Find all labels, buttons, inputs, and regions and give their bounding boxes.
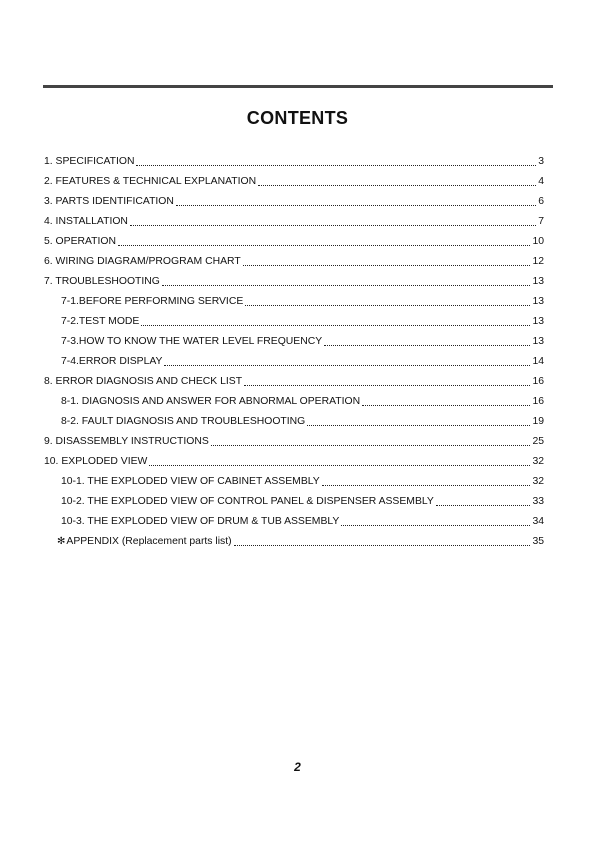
dot-leader bbox=[162, 274, 531, 286]
toc-entry[interactable] bbox=[44, 372, 544, 392]
dot-leader bbox=[341, 514, 530, 526]
toc-entry[interactable] bbox=[44, 432, 544, 452]
toc-entry[interactable] bbox=[44, 312, 544, 332]
toc-entry-label: 9. DISASSEMBLY INSTRUCTIONS bbox=[44, 435, 209, 447]
table-of-contents bbox=[44, 152, 544, 552]
toc-entry-label: 3. PARTS IDENTIFICATION bbox=[44, 195, 174, 207]
toc-entry-page: 33 bbox=[532, 495, 544, 507]
toc-entry-page: 13 bbox=[532, 275, 544, 287]
dot-leader bbox=[245, 294, 530, 306]
toc-entry-label: 6. WIRING DIAGRAM/PROGRAM CHART bbox=[44, 255, 241, 267]
toc-entry-page: 19 bbox=[532, 415, 544, 427]
toc-entry-label: 5. OPERATION bbox=[44, 235, 116, 247]
toc-entry-label: 7-1.BEFORE PERFORMING SERVICE bbox=[61, 295, 244, 307]
dot-leader bbox=[211, 434, 531, 446]
asterisk-icon: ✻ bbox=[57, 536, 66, 547]
toc-entry-label: APPENDIX (Replacement parts list) bbox=[66, 535, 232, 547]
dot-leader bbox=[436, 494, 531, 506]
toc-entry[interactable] bbox=[44, 212, 544, 232]
toc-entry[interactable] bbox=[44, 452, 544, 472]
toc-entry[interactable] bbox=[44, 532, 544, 552]
toc-entry-page: 12 bbox=[532, 255, 544, 267]
toc-entry-label: 4. INSTALLATION bbox=[44, 215, 128, 227]
toc-entry[interactable] bbox=[44, 492, 544, 512]
toc-entry-page: 35 bbox=[532, 535, 544, 547]
toc-entry-label: 10-2. THE EXPLODED VIEW OF CONTROL PANEL & DISPENSER ASSEMBLY bbox=[61, 495, 434, 507]
toc-entry-label: 8. ERROR DIAGNOSIS AND CHECK LIST bbox=[44, 375, 243, 387]
toc-entry-page: 13 bbox=[532, 335, 544, 347]
toc-entry-page: 7 bbox=[538, 215, 544, 227]
toc-entry-page: 6 bbox=[538, 195, 544, 207]
dot-leader bbox=[362, 394, 530, 406]
toc-entry-label: 7. TROUBLESHOOTING bbox=[44, 275, 160, 287]
toc-entry-page: 34 bbox=[532, 515, 544, 527]
dot-leader bbox=[118, 234, 530, 246]
dot-leader bbox=[136, 154, 536, 166]
toc-entry-label: 1. SPECIFICATION bbox=[44, 155, 135, 167]
dot-leader bbox=[258, 174, 536, 186]
toc-entry[interactable] bbox=[44, 472, 544, 492]
dot-leader bbox=[176, 194, 536, 206]
toc-entry-label: 8-1. DIAGNOSIS AND ANSWER FOR ABNORMAL OPERATION bbox=[61, 395, 361, 407]
header-rule bbox=[43, 85, 553, 88]
toc-entry-label: 7-3.HOW TO KNOW THE WATER LEVEL FREQUENCY bbox=[61, 335, 323, 347]
toc-entry-page: 14 bbox=[532, 355, 544, 367]
toc-entry-label: 10-3. THE EXPLODED VIEW OF DRUM & TUB ASSEMBLY bbox=[61, 515, 340, 527]
toc-entry[interactable] bbox=[44, 172, 544, 192]
toc-entry-page: 16 bbox=[532, 375, 544, 387]
dot-leader bbox=[307, 414, 530, 426]
toc-entry-page: 32 bbox=[532, 475, 544, 487]
toc-entry-page: 13 bbox=[532, 295, 544, 307]
toc-entry-label: 10-1. THE EXPLODED VIEW OF CABINET ASSEMBLY bbox=[61, 475, 320, 487]
dot-leader bbox=[130, 214, 536, 226]
toc-entry[interactable] bbox=[44, 392, 544, 412]
dot-leader bbox=[324, 334, 530, 346]
dot-leader bbox=[243, 254, 531, 266]
toc-entry-page: 4 bbox=[538, 175, 544, 187]
toc-entry-page: 32 bbox=[532, 455, 544, 467]
toc-entry-label: 8-2. FAULT DIAGNOSIS AND TROUBLESHOOTING bbox=[61, 415, 306, 427]
toc-entry[interactable] bbox=[44, 512, 544, 532]
toc-entry-page: 25 bbox=[532, 435, 544, 447]
toc-entry-page: 3 bbox=[538, 155, 544, 167]
toc-entry[interactable] bbox=[44, 192, 544, 212]
toc-entry-label: 10. EXPLODED VIEW bbox=[44, 455, 148, 467]
toc-entry[interactable] bbox=[44, 412, 544, 432]
dot-leader bbox=[141, 314, 530, 326]
toc-entry[interactable] bbox=[44, 232, 544, 252]
toc-entry[interactable] bbox=[44, 292, 544, 312]
toc-entry-label: 7-4.ERROR DISPLAY bbox=[61, 355, 163, 367]
toc-entry-page: 16 bbox=[532, 395, 544, 407]
toc-entry-label: 7-2.TEST MODE bbox=[61, 315, 140, 327]
toc-entry[interactable] bbox=[44, 152, 544, 172]
toc-entry[interactable] bbox=[44, 252, 544, 272]
page-number: 2 bbox=[294, 760, 301, 774]
page-title: CONTENTS bbox=[246, 108, 349, 128]
dot-leader bbox=[322, 474, 531, 486]
toc-entry[interactable] bbox=[44, 272, 544, 292]
toc-entry[interactable] bbox=[44, 332, 544, 352]
toc-entry-label: 2. FEATURES & TECHNICAL EXPLANATION bbox=[44, 175, 257, 187]
dot-leader bbox=[234, 534, 531, 546]
toc-entry[interactable] bbox=[44, 352, 544, 372]
dot-leader bbox=[244, 374, 530, 386]
toc-entry-page: 10 bbox=[532, 235, 544, 247]
toc-entry-page: 13 bbox=[532, 315, 544, 327]
dot-leader bbox=[164, 354, 530, 366]
dot-leader bbox=[149, 454, 530, 466]
